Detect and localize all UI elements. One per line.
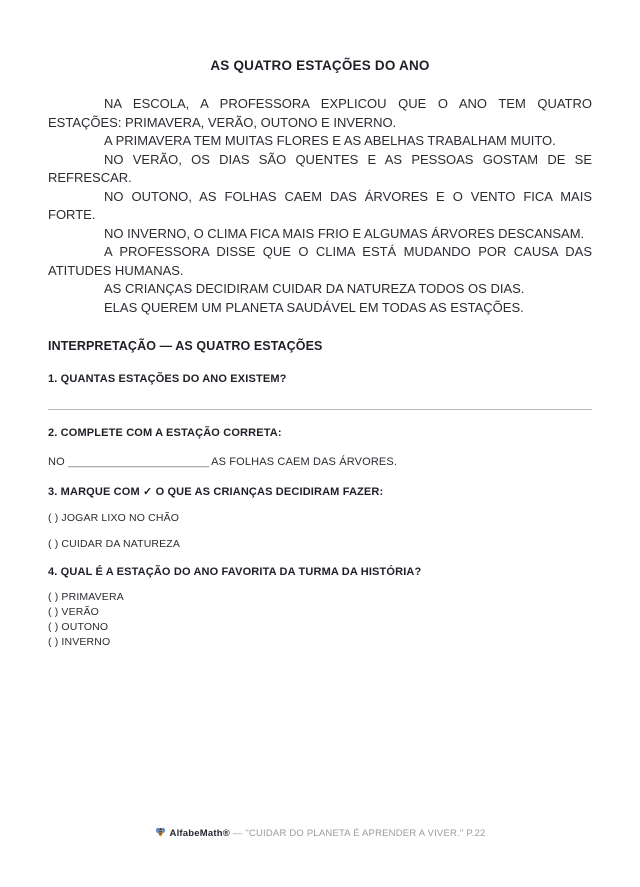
question-2-fill-line <box>48 439 592 468</box>
story-paragraph: NO OUTONO, AS FOLHAS CAEM DAS ÁRVORES E O VENTO FICA MAIS FORTE. <box>48 188 592 222</box>
question-1: 1. QUANTAS ESTAÇÕES DO ANO EXISTEM? <box>48 373 287 385</box>
story-paragraph: NO INVERNO, O CLIMA FICA MAIS FRIO E ALGUMAS ÁRVORES DESCANSAM. <box>104 225 585 241</box>
question-4-option-2[interactable]: ( ) VERÃO <box>48 606 99 618</box>
story-paragraph: AS CRIANÇAS DECIDIRAM CUIDAR DA NATUREZA TODOS OS DIAS. <box>104 281 525 296</box>
fill-blank-input[interactable]: _________________________ <box>68 456 209 468</box>
question-3: 3. MARQUE COM ✓ O QUE AS CRIANÇAS DECIDIRAM FAZER: <box>48 486 384 498</box>
story-paragraph: NO VERÃO, OS DIAS SÃO QUENTES E AS PESSOAS GOSTAM DE SE REFRESCAR. <box>48 151 592 185</box>
story-paragraph: A PRIMAVERA TEM MUITAS FLORES E AS ABELHAS TRABALHAM MUITO. <box>104 133 556 148</box>
footer-quote: "CUIDAR DO PLANETA É APRENDER A VIVER." <box>245 828 464 839</box>
story-paragraph: A PROFESSORA DISSE QUE O CLIMA ESTÁ MUDANDO POR CAUSA DAS ATITUDES HUMANAS. <box>48 244 592 278</box>
question-2: 2. COMPLETE COM A ESTAÇÃO CORRETA: <box>48 427 282 439</box>
fill-suffix: AS FOLHAS CAEM DAS ÁRVORES. <box>211 456 398 468</box>
fill-prefix: NO <box>48 456 65 468</box>
question-3-option-1[interactable]: ( ) JOGAR LIXO NO CHÃO <box>48 512 180 524</box>
footer-page-number: P.22 <box>466 828 486 839</box>
footer-dash: — <box>232 828 243 839</box>
page-title: AS QUATRO ESTAÇÕES DO ANO <box>210 58 430 73</box>
question-4-option-3[interactable]: ( ) OUTONO <box>48 621 109 633</box>
story-paragraph: NA ESCOLA, A PROFESSORA EXPLICOU QUE O ANO TEM QUATRO ESTAÇÕES: PRIMAVERA, VERÃO, OUTONO E INVERNO. <box>48 96 592 130</box>
question-4: 4. QUAL É A ESTAÇÃO DO ANO FAVORITA DA TURMA DA HISTÓRIA? <box>48 566 422 578</box>
footer-brand: AlfabeMath® <box>169 828 230 839</box>
bee-icon <box>155 827 166 840</box>
story-paragraph: ELAS QUEREM UM PLANETA SAUDÁVEL EM TODAS AS ESTAÇÕES. <box>104 299 524 315</box>
question-3-option-2[interactable]: ( ) CUIDAR DA NATUREZA <box>48 538 181 550</box>
interpretation-heading: INTERPRETAÇÃO — AS QUATRO ESTAÇÕES <box>48 339 323 353</box>
question-4-option-4[interactable]: ( ) INVERNO <box>48 636 111 648</box>
story-body <box>48 95 592 317</box>
question-4-option-1[interactable]: ( ) PRIMAVERA <box>48 591 124 603</box>
page-footer <box>0 827 640 840</box>
